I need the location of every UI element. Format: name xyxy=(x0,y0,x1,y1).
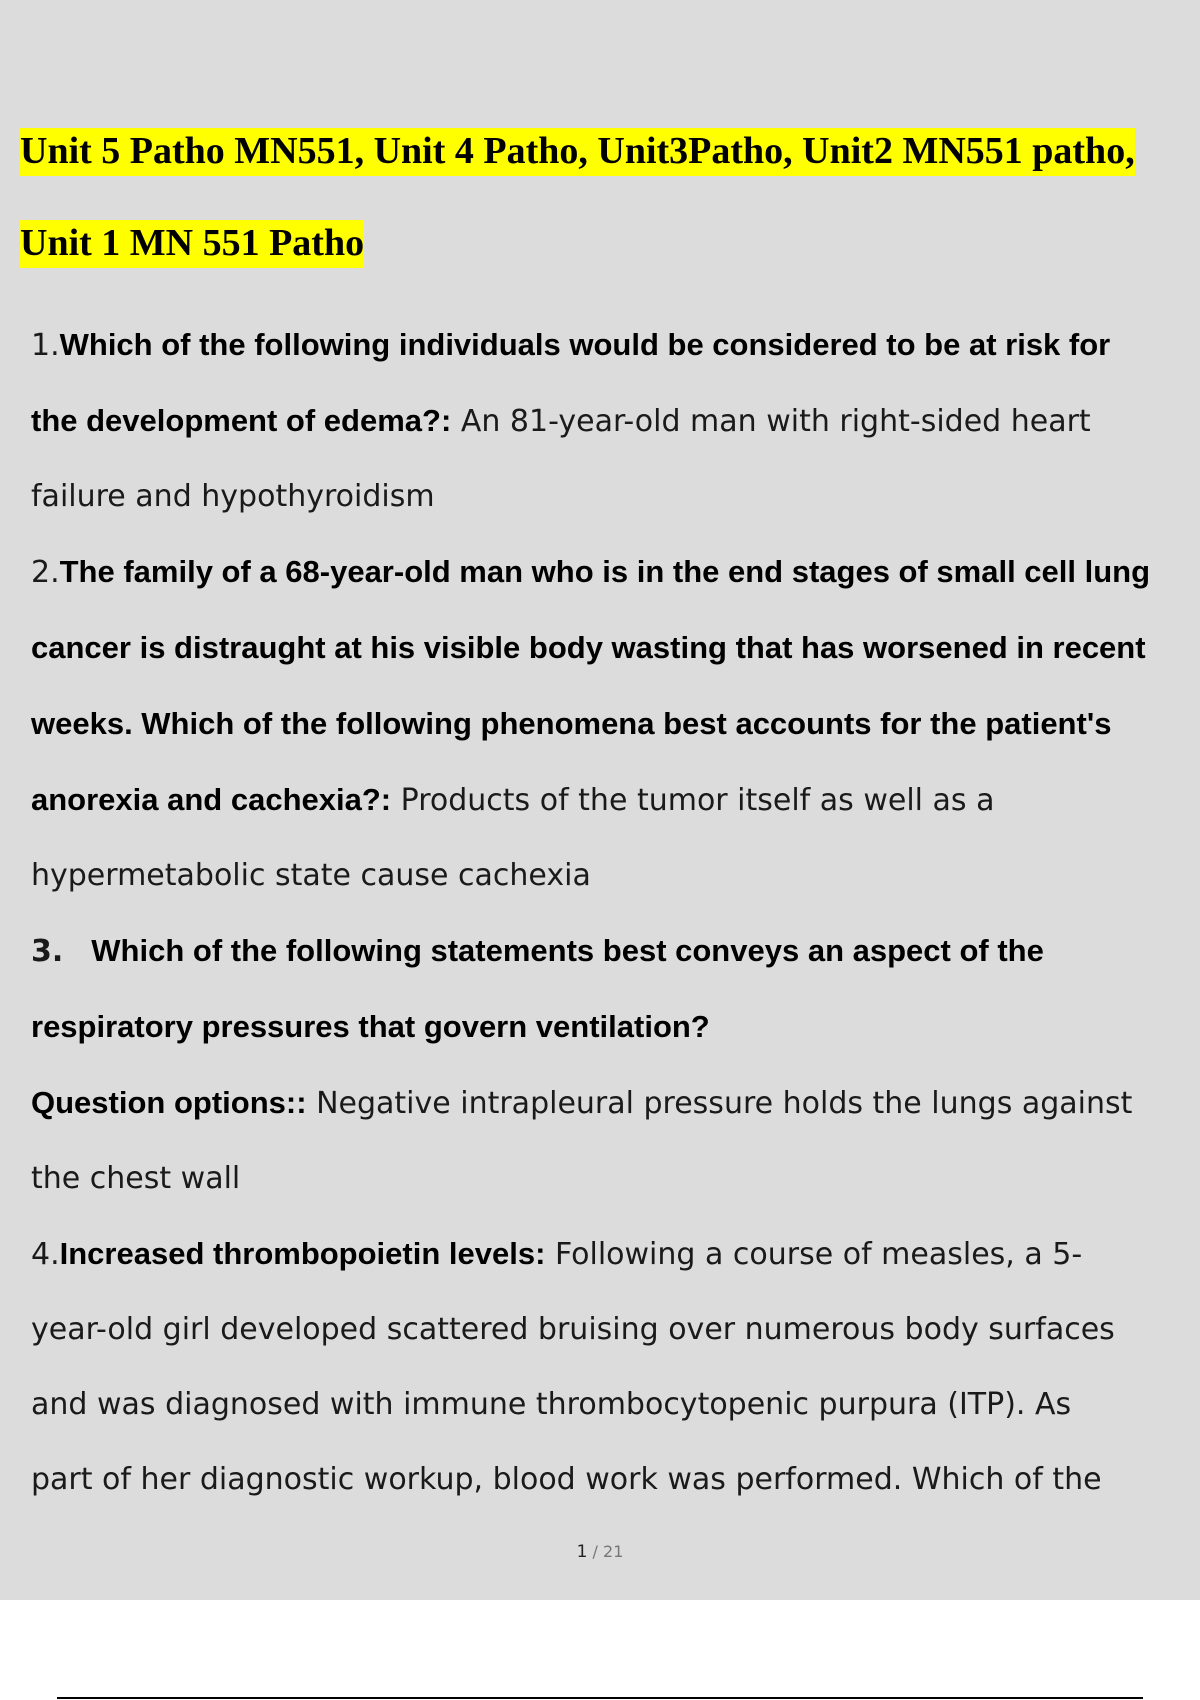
answer-text: Products of the tumor itself as well as a xyxy=(391,783,995,818)
question-text: Increased thrombopoietin levels: xyxy=(59,1236,546,1271)
question-text: The family of a 68-year-old man who is in the end stages of small cell lung xyxy=(59,554,1151,589)
document-line xyxy=(31,610,1200,686)
answer-text: An 81-year-old man with right-sided heart xyxy=(451,404,1091,439)
document-line xyxy=(31,459,1200,534)
document-line xyxy=(31,534,1200,610)
current-page: 1 xyxy=(576,1542,588,1562)
page-indicator xyxy=(0,1542,1200,1562)
document-line xyxy=(31,913,1200,989)
question-number: 2. xyxy=(31,555,60,590)
answer-text: Negative intrapleural pressure holds the lungs against xyxy=(306,1086,1133,1121)
title-highlight: Unit 5 Patho MN551, Unit 4 Patho, Unit3Patho, Unit2 MN551 patho, xyxy=(20,128,1135,176)
question-text: the development of edema?: xyxy=(31,403,452,438)
document-line xyxy=(31,1367,1200,1442)
document-line xyxy=(31,1141,1200,1216)
answer-text: part of her diagnostic workup, blood work was performed. Which of the xyxy=(31,1462,1102,1497)
document-body xyxy=(31,307,1200,1517)
question-text: cancer is distraught at his visible body wasting that has worsened in recent xyxy=(31,630,1146,665)
total-pages: 21 xyxy=(603,1542,624,1561)
question-number: 1. xyxy=(31,328,60,363)
question-text: weeks. Which of the following phenomena best accounts for the patient's xyxy=(31,706,1112,741)
document-line xyxy=(31,1292,1200,1367)
question-text: anorexia and cachexia?: xyxy=(31,782,392,817)
answer-text: Following a course of measles, a 5- xyxy=(545,1237,1083,1272)
document-title-line-2 xyxy=(20,218,364,268)
page-divider-line xyxy=(57,1697,1143,1699)
title-highlight: Unit 1 MN 551 Patho xyxy=(20,220,364,268)
question-text: Question options:: xyxy=(31,1085,307,1120)
document-line xyxy=(31,686,1200,762)
question-text: respiratory pressures that govern ventilation? xyxy=(31,1009,710,1044)
document-line xyxy=(31,307,1200,383)
document-line xyxy=(31,1216,1200,1292)
answer-text: year-old girl developed scattered bruising over numerous body surfaces xyxy=(31,1312,1115,1347)
document-line xyxy=(31,838,1200,913)
answer-text: failure and hypothyroidism xyxy=(31,479,435,514)
document-line xyxy=(31,1442,1200,1517)
document-line xyxy=(31,383,1200,459)
page-separator: / xyxy=(587,1542,604,1561)
answer-text: hypermetabolic state cause cachexia xyxy=(31,858,591,893)
question-number: 4. xyxy=(31,1237,60,1272)
question-text: Which of the following statements best conveys an aspect of the xyxy=(91,933,1044,968)
document-title-line-1 xyxy=(20,126,1135,176)
document-line xyxy=(31,762,1200,838)
document-line xyxy=(31,1065,1200,1141)
document-line xyxy=(31,989,1200,1065)
answer-text: the chest wall xyxy=(31,1161,241,1196)
answer-text: and was diagnosed with immune thrombocytopenic purpura (ITP). As xyxy=(31,1387,1072,1422)
question-number: 3. xyxy=(31,934,64,969)
question-text: Which of the following individuals would be considered to be at risk for xyxy=(59,327,1111,362)
